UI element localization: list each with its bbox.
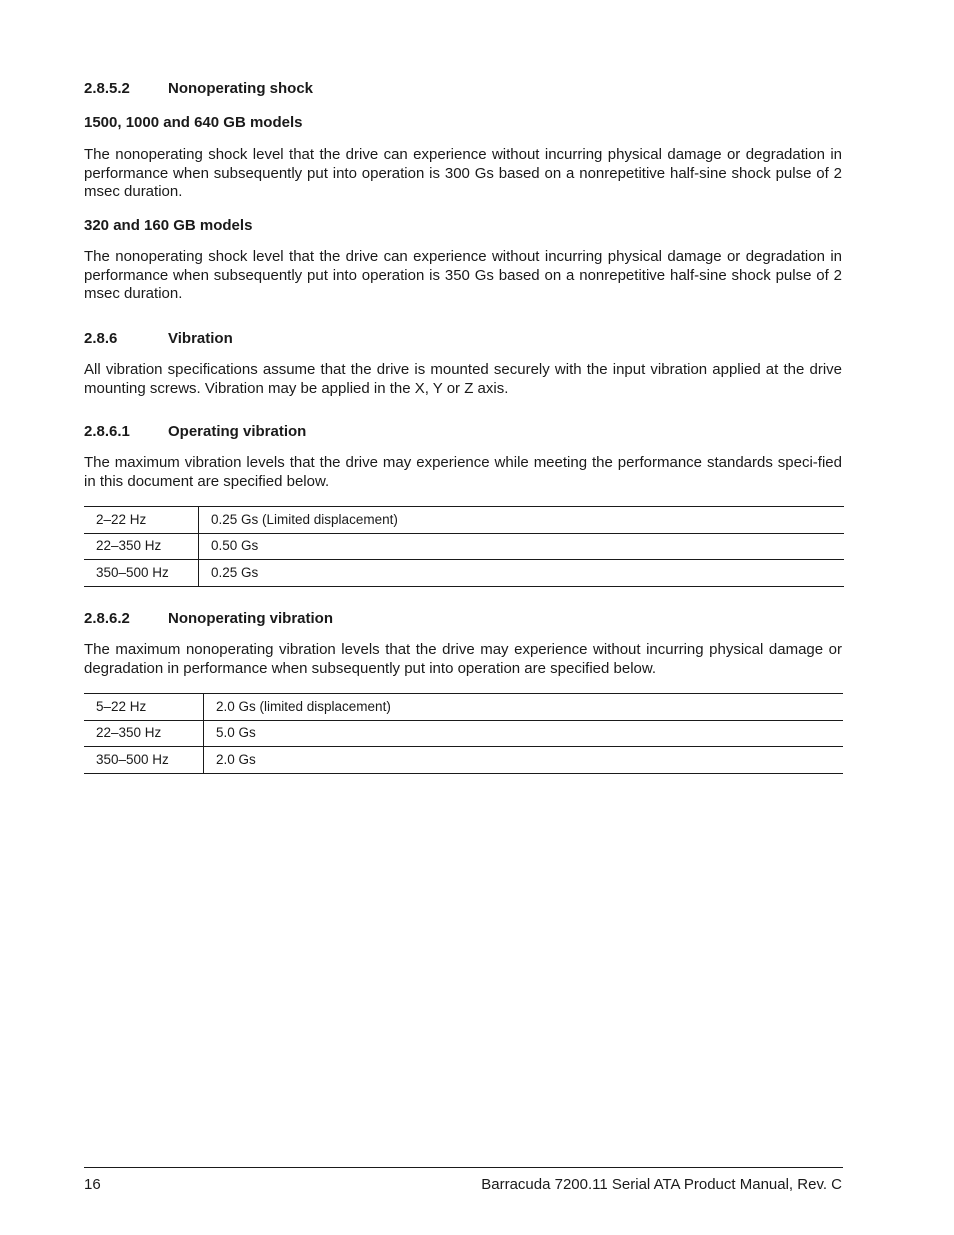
paragraph-operating-vibration: The maximum vibration levels that the drive may experience while meeting the performance standards speci-fied in this document are specified below. xyxy=(84,454,842,490)
footer-document-title: Barracuda 7200.11 Serial ATA Product Manual, Rev. C xyxy=(481,1176,842,1193)
footer-divider xyxy=(84,1167,843,1168)
section-number: 2.8.6.2 xyxy=(84,610,130,627)
section-heading-operating-vibration xyxy=(84,423,306,441)
table-row xyxy=(84,720,843,747)
operating-vibration-table xyxy=(84,506,844,587)
paragraph-nonoperating-vibration: The maximum nonoperating vibration levels that the drive may experience without incurring physical damage or degradation in performance when subsequently put into operation are specified below. xyxy=(84,641,842,677)
frequency-cell: 5–22 Hz xyxy=(84,694,204,721)
level-cell: 0.25 Gs xyxy=(199,560,845,587)
nonoperating-vibration-table xyxy=(84,693,843,774)
section-heading-nonoperating-vibration xyxy=(84,610,333,628)
table-row xyxy=(84,560,844,587)
table-row xyxy=(84,507,844,534)
section-number: 2.8.5.2 xyxy=(84,80,130,97)
table-row xyxy=(84,694,843,721)
frequency-cell: 22–350 Hz xyxy=(84,720,204,747)
level-cell: 2.0 Gs xyxy=(204,747,844,774)
level-cell: 2.0 Gs (limited displacement) xyxy=(204,694,844,721)
section-title: Vibration xyxy=(168,330,233,347)
paragraph-vibration: All vibration specifications assume that the drive is mounted securely with the input vibration applied at the drive mounting screws. Vibration may be applied in the X, Y or Z axis. xyxy=(84,361,842,397)
page-number: 16 xyxy=(84,1176,101,1193)
frequency-cell: 350–500 Hz xyxy=(84,560,199,587)
section-title: Nonoperating shock xyxy=(168,80,314,97)
section-number: 2.8.6 xyxy=(84,330,118,347)
section-heading-vibration xyxy=(84,330,233,348)
paragraph-shock-1500-1000-640: The nonoperating shock level that the drive can experience without incurring physical damage or degradation in performance when subsequently put into operation is 300 Gs based on a nonrepetitive half-sine shock pulse of 2 msec duration. xyxy=(84,146,842,201)
table-row xyxy=(84,747,843,774)
models-heading-320-160: 320 and 160 GB models xyxy=(84,217,253,234)
frequency-cell: 2–22 Hz xyxy=(84,507,199,534)
models-heading-1500-1000-640: 1500, 1000 and 640 GB models xyxy=(84,114,303,131)
section-number: 2.8.6.1 xyxy=(84,423,130,440)
paragraph-shock-320-160: The nonoperating shock level that the drive can experience without incurring physical damage or degradation in performance when subsequently put into operation is 350 Gs based on a nonrepetitive half-sine shock pulse of 2 msec duration. xyxy=(84,248,842,303)
level-cell: 0.25 Gs (Limited displacement) xyxy=(199,507,845,534)
level-cell: 5.0 Gs xyxy=(204,720,844,747)
section-heading-nonoperating-shock xyxy=(84,80,313,98)
section-title: Nonoperating vibration xyxy=(168,610,333,627)
level-cell: 0.50 Gs xyxy=(199,533,845,560)
frequency-cell: 22–350 Hz xyxy=(84,533,199,560)
table-row xyxy=(84,533,844,560)
frequency-cell: 350–500 Hz xyxy=(84,747,204,774)
section-title: Operating vibration xyxy=(168,423,307,440)
